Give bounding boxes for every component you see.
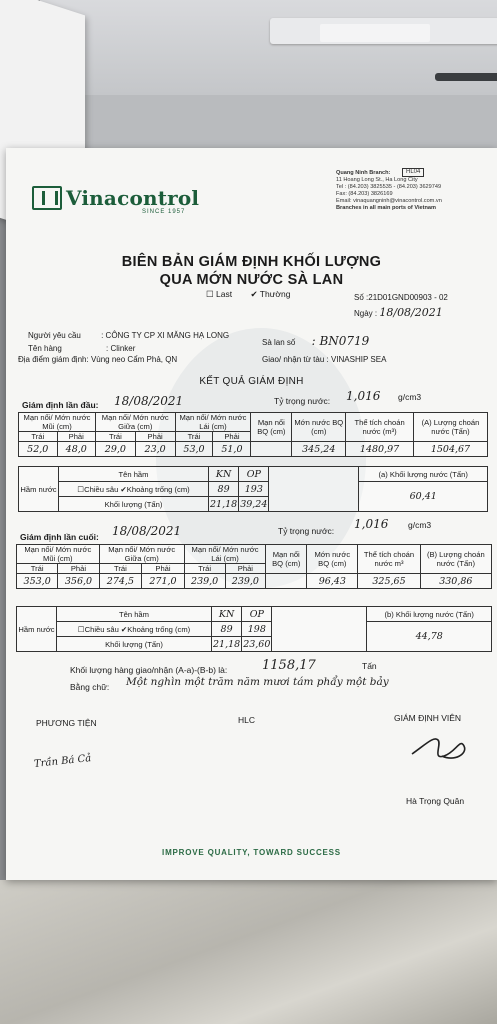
first-value-cell: 51,0 — [213, 442, 251, 457]
last-depth-value: 198 — [242, 622, 272, 637]
last-checkbox: ☐ Last — [206, 289, 233, 299]
first-weight-label: Khối lượng (Tấn) — [59, 497, 209, 512]
last-weight-value: 23,60 — [243, 638, 271, 650]
so-value: :21D01GND00903 - 02 — [366, 293, 448, 302]
last-value-cell: 330,86 — [420, 574, 491, 589]
branch-fax: Fax: (84.203) 3826169 — [336, 191, 393, 197]
words-label: Bằng chữ: — [70, 682, 110, 692]
last-sub-phai: Phải — [58, 564, 99, 574]
requester-row — [28, 331, 229, 340]
first-value-cell: 1504,67 — [413, 442, 487, 457]
first-sub-trai: Trái — [96, 432, 136, 442]
quantity-label: Khối lượng hàng giao/nhận (A-a)-(B-b) là: — [70, 665, 228, 675]
footer-slogan: IMPROVE QUALITY, TOWARD SUCCESS — [162, 848, 341, 857]
ngay-value: 18/08/2021 — [379, 306, 443, 319]
quantity-unit: Tấn — [362, 661, 377, 671]
last-depth-label: ☐Chiều sâu ✔Khoảng trống (cm) — [57, 622, 212, 637]
first-draft-table — [18, 412, 488, 457]
first-weight-value: 39,24 — [240, 498, 268, 510]
last-sub-trai: Trái — [184, 564, 225, 574]
requester-value: : CÔNG TY CP XI MĂNG HẠ LONG — [101, 331, 230, 340]
fabric-background — [0, 880, 497, 1024]
first-inspection-label: Giám định lần đầu: — [22, 400, 99, 410]
first-depth-label: ☐Chiều sâu ✔Khoảng trống (cm) — [59, 482, 209, 497]
hlc-signature-title: HLC — [238, 715, 256, 725]
inspector-name: Hà Trọng Quân — [406, 796, 465, 806]
last-ten-ham-label: Tên hầm — [57, 607, 212, 622]
first-value-cell: 23,0 — [135, 442, 175, 457]
last-draft-table — [16, 544, 492, 589]
first-weight-value: 21,18 — [210, 498, 238, 510]
logo-since: SINCE 1957 — [142, 209, 186, 215]
laptop-key — [320, 24, 430, 42]
last-ballast-table — [16, 606, 492, 652]
goods-row — [28, 344, 135, 353]
last-header-mannoi-bq: Mạn nổi BQ (cm) — [266, 545, 307, 574]
first-ham-nuoc-label: Hầm nước — [19, 467, 59, 512]
inspector-signature-title: GIÁM ĐỊNH VIÊN — [394, 713, 462, 723]
last-value-cell: 96,43 — [307, 574, 358, 589]
last-value-cell: 239,0 — [225, 574, 266, 589]
laptop-background — [40, 0, 497, 95]
first-ten-ham-label: Tên hầm — [59, 467, 209, 482]
last-depth-value: 89 — [212, 622, 242, 637]
first-sub-trai: Trái — [175, 432, 213, 442]
last-header-monnuoc-bq: Mớn nước BQ (cm) — [307, 545, 358, 574]
vinacontrol-logo — [32, 186, 200, 215]
last-inspection-date: 18/08/2021 — [112, 524, 182, 538]
ship-value: VINASHIP SEA — [330, 355, 387, 364]
logo-text: Vinacontrol — [66, 186, 200, 210]
first-value-cell: 52,0 — [19, 442, 58, 457]
first-total-label: (a) Khối lượng nước (Tấn) — [359, 467, 488, 482]
first-value-cell: 53,0 — [175, 442, 213, 457]
last-sub-trai: Trái — [99, 564, 142, 574]
first-density-unit: g/cm3 — [398, 392, 422, 402]
branch-note: Branches in all main ports of Vietnam — [336, 205, 436, 211]
last-value-cell: 353,0 — [17, 574, 58, 589]
first-value-cell: 48,0 — [57, 442, 96, 457]
barge-label: Sà lan số — [262, 338, 296, 347]
laptop-port — [435, 73, 497, 81]
document-title: BIÊN BẢN GIÁM ĐỊNH KHỐI LƯỢNG — [121, 254, 382, 270]
barge-row — [262, 334, 369, 348]
first-sub-phai: Phải — [135, 432, 175, 442]
document-subtitle: QUA MỚN NƯỚC SÀ LAN — [159, 272, 344, 288]
first-ballast-table — [18, 466, 488, 512]
last-header-luong-choan: (B) Lượng choán nước (Tấn) — [420, 545, 491, 574]
words-value: Một nghìn một trăm năm mươi tám phẩy một bảy — [126, 676, 389, 688]
first-depth-value: 193 — [239, 482, 269, 497]
document-number-row — [354, 293, 448, 319]
first-density-value: 1,016 — [346, 389, 381, 403]
last-sub-phai: Phải — [142, 564, 185, 574]
vehicle-signature-title: PHƯƠNG TIỆN — [36, 718, 97, 728]
first-sub-phai: Phải — [213, 432, 251, 442]
last-density-value: 1,016 — [354, 517, 389, 531]
last-tank-name: OP — [242, 607, 272, 622]
vehicle-signature: Trần Bá Cả — [33, 753, 92, 770]
last-total-value: 44,78 — [367, 622, 492, 652]
last-header-mui: Mạn nổi/ Mớn nước Mũi (cm) — [17, 545, 100, 564]
inspector-signature-mark — [408, 726, 468, 766]
last-total-label: (b) Khối lượng nước (Tấn) — [367, 607, 492, 622]
branch-tel: Tel : (84.203) 3825535 - (84.203) 3629749 — [336, 184, 442, 190]
first-header-mui: Mạn nổi/ Mớn nước Mũi (cm) — [19, 413, 96, 432]
first-density-label: Tỷ trọng nước: — [274, 396, 331, 406]
ship-label: Giao/ nhận từ tàu : — [262, 355, 329, 364]
last-tank-name: KN — [212, 607, 242, 622]
last-header-lai: Mạn nổi/ Mớn nước Lái (cm) — [184, 545, 266, 564]
branch-address: 11 Hoang Long St., Ha Long City — [336, 177, 418, 183]
first-header-monnuoc-bq: Mớn nước BQ (cm) — [292, 413, 346, 442]
last-value-cell: 356,0 — [58, 574, 99, 589]
ngay-label: Ngày : — [354, 309, 378, 318]
last-ham-nuoc-label: Hầm nước — [17, 607, 57, 652]
report-type — [206, 289, 306, 300]
inspection-document — [6, 148, 497, 880]
first-header-lai: Mạn nổi/ Mớn nước Lái (cm) — [175, 413, 251, 432]
last-header-the-tich: Thể tích choán nước m³ — [358, 545, 420, 574]
last-value-cell: 239,0 — [184, 574, 225, 589]
goods-label: Tên hàng — [28, 344, 62, 353]
first-total-value: 60,41 — [359, 482, 488, 512]
first-depth-value: 89 — [209, 482, 239, 497]
requester-label: Người yêu cầu — [28, 331, 81, 340]
first-value-cell: 345,24 — [292, 442, 346, 457]
first-header-luong-choan: (A) Lượng choán nước (Tấn) — [413, 413, 487, 442]
branch-email: Email: vinaquangninh@vinacontrol.com.vn — [336, 198, 442, 204]
so-label: Số — [354, 293, 364, 302]
last-inspection-label: Giám định lần cuối: — [20, 532, 99, 542]
last-value-cell: 274,5 — [99, 574, 142, 589]
last-weight-value: 21,18 — [213, 638, 241, 650]
quantity-value: 1158,17 — [262, 658, 316, 673]
last-weight-label: Khối lượng (Tấn) — [57, 637, 212, 652]
first-sub-phai: Phải — [57, 432, 96, 442]
location-label: Địa điểm giám định: — [18, 355, 89, 364]
last-value-cell: 325,65 — [358, 574, 420, 589]
first-value-cell: 1480,97 — [346, 442, 414, 457]
branch-code: HL04 — [402, 168, 424, 177]
last-header-giua: Mạn nổi/ Mớn nước Giữa (cm) — [99, 545, 184, 564]
last-sub-phai: Phải — [225, 564, 266, 574]
branch-info — [336, 170, 496, 212]
first-value-cell: 29,0 — [96, 442, 136, 457]
first-header-mannoi-bq: Mạn nổi BQ (cm) — [251, 413, 292, 442]
last-value-cell: 271,0 — [142, 574, 185, 589]
branch-name: Quang Ninh Branch: — [336, 170, 391, 176]
last-sub-trai: Trái — [17, 564, 58, 574]
barge-value: : BN0719 — [311, 334, 370, 348]
first-tank-name: OP — [239, 467, 269, 482]
first-empty-cell — [269, 467, 359, 512]
last-value-cell — [266, 574, 307, 589]
results-heading: KẾT QUẢ GIÁM ĐỊNH — [199, 376, 304, 387]
first-sub-trai: Trái — [19, 432, 58, 442]
first-tank-name: KN — [209, 467, 239, 482]
first-header-giua: Mạn nổi/ Mớn nước Giữa (cm) — [96, 413, 176, 432]
last-density-label: Tỷ trọng nước: — [278, 526, 335, 536]
ship-row — [262, 355, 386, 364]
first-inspection-date: 18/08/2021 — [114, 394, 184, 408]
scale-icon — [32, 186, 62, 210]
location-value: Vùng neo Cẩm Phả, QN — [90, 355, 178, 364]
first-header-the-tich: Thể tích choán nước (m³) — [346, 413, 414, 442]
location-row — [18, 355, 177, 364]
thuong-checkbox: ✔ Thường — [250, 289, 291, 299]
last-density-unit: g/cm3 — [408, 520, 432, 530]
goods-value: : Clinker — [106, 344, 136, 353]
first-value-cell — [251, 442, 292, 457]
last-empty-cell — [272, 607, 367, 652]
